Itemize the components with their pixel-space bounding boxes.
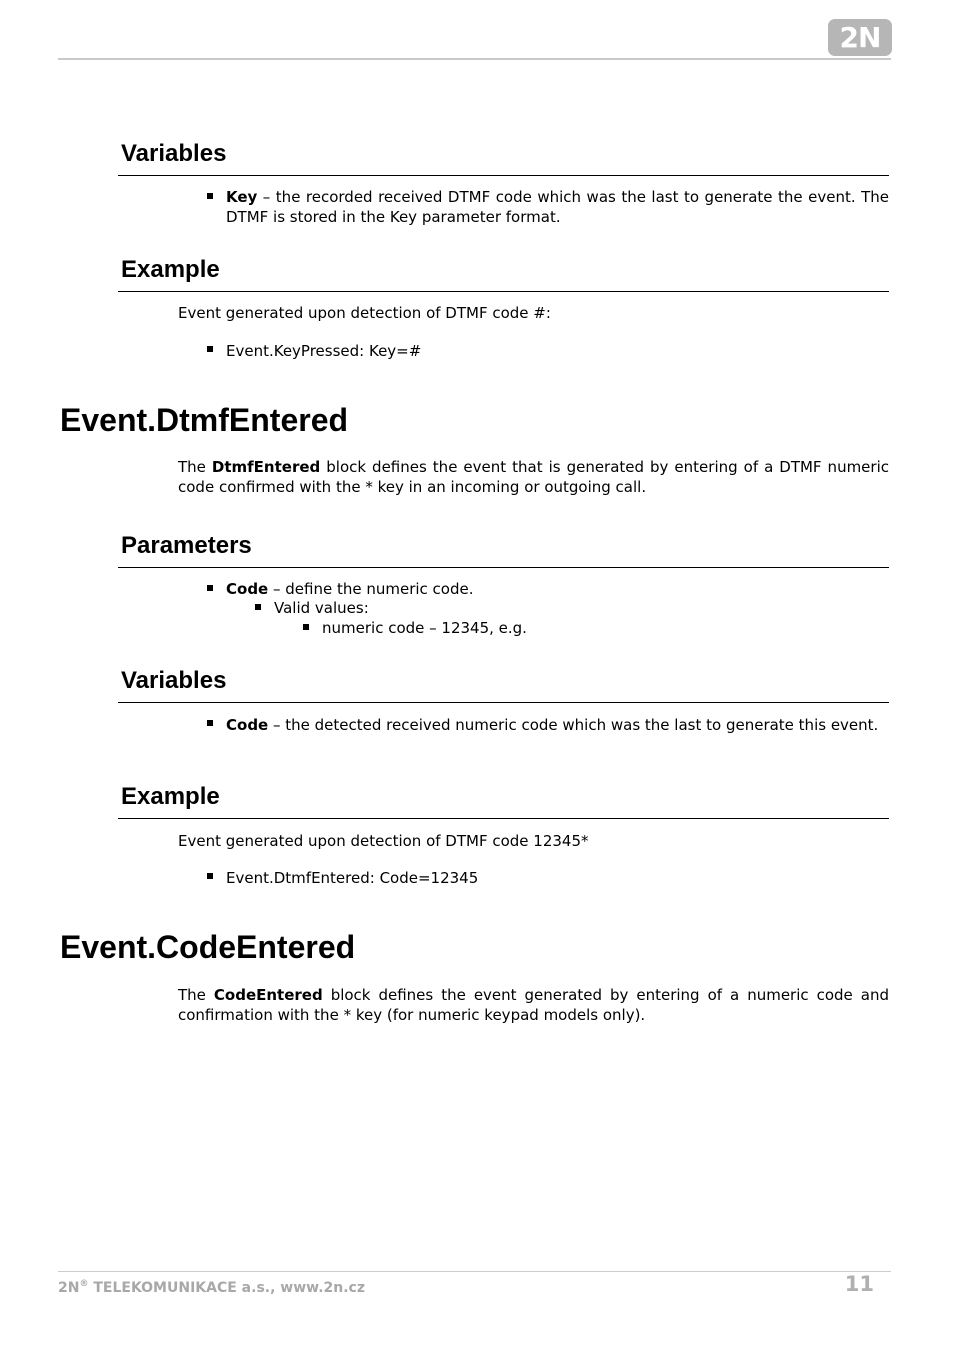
intro-text: block defines the event that is generated by entering of a DTMF numeric code confirmed with the * key in an incoming or outgoing call. xyxy=(178,458,889,496)
parameters-heading: Parameters xyxy=(121,532,252,559)
example-item: Event.KeyPressed: Key=# xyxy=(226,342,422,360)
parameter-item-code xyxy=(226,580,889,600)
variables-heading: Variables xyxy=(121,140,227,167)
bullet-icon xyxy=(255,604,261,610)
valid-values-label: Valid values: xyxy=(274,599,369,617)
bullet-icon xyxy=(207,585,213,591)
company-logo: 2N xyxy=(828,19,892,56)
intro-text: block defines the event generated by entering of a numeric code and confirmation with the * key (for numeric keypad models only). xyxy=(178,986,889,1024)
header-divider xyxy=(58,58,891,60)
code-intro xyxy=(178,986,889,1025)
intro-text: The xyxy=(178,458,212,476)
variable-description: – the recorded received DTMF code which was the last to generate the event. The DTMF is stored in the Key parameter format. xyxy=(226,188,889,226)
bullet-icon xyxy=(303,624,309,630)
section-title-code-entered: Event.CodeEntered xyxy=(60,929,356,965)
parameter-description: – define the numeric code. xyxy=(268,580,474,598)
example-heading: Example xyxy=(121,783,220,810)
bullet-icon xyxy=(207,720,213,726)
dtmf-intro xyxy=(178,458,889,497)
variable-item-key xyxy=(226,188,889,227)
heading-divider xyxy=(118,291,889,292)
example-intro: Event generated upon detection of DTMF code #: xyxy=(178,304,551,322)
block-name: CodeEntered xyxy=(213,986,323,1004)
section-title-dtmf-entered: Event.DtmfEntered xyxy=(60,402,349,438)
footer-divider xyxy=(58,1271,891,1272)
page-number: 11 xyxy=(844,1272,874,1296)
heading-divider xyxy=(118,818,889,819)
bullet-icon xyxy=(207,193,213,199)
heading-divider xyxy=(118,567,889,568)
valid-value-item: numeric code – 12345, e.g. xyxy=(322,619,527,637)
heading-divider xyxy=(118,175,889,176)
footer-company-name: TELEKOMUNIKACE a.s., www.2n.cz xyxy=(88,1280,365,1296)
example-item: Event.DtmfEntered: Code=12345 xyxy=(226,869,479,887)
footer-brand: 2N xyxy=(58,1280,80,1296)
variable-description: – the detected received numeric code which was the last to generate this event. xyxy=(268,716,879,734)
heading-divider xyxy=(118,702,889,703)
variables-heading: Variables xyxy=(121,667,227,694)
bullet-icon xyxy=(207,873,213,879)
footer-company xyxy=(58,1279,365,1296)
bullet-icon xyxy=(207,346,213,352)
block-name: DtmfEntered xyxy=(211,458,321,476)
registered-mark: ® xyxy=(79,1279,89,1289)
example-heading: Example xyxy=(121,256,220,283)
intro-text: The xyxy=(178,986,214,1004)
variable-name: Code xyxy=(226,716,269,734)
variable-name: Key xyxy=(226,188,258,206)
example-intro: Event generated upon detection of DTMF code 12345* xyxy=(178,832,589,850)
variable-item-code xyxy=(226,716,889,736)
parameter-name: Code xyxy=(226,580,269,598)
